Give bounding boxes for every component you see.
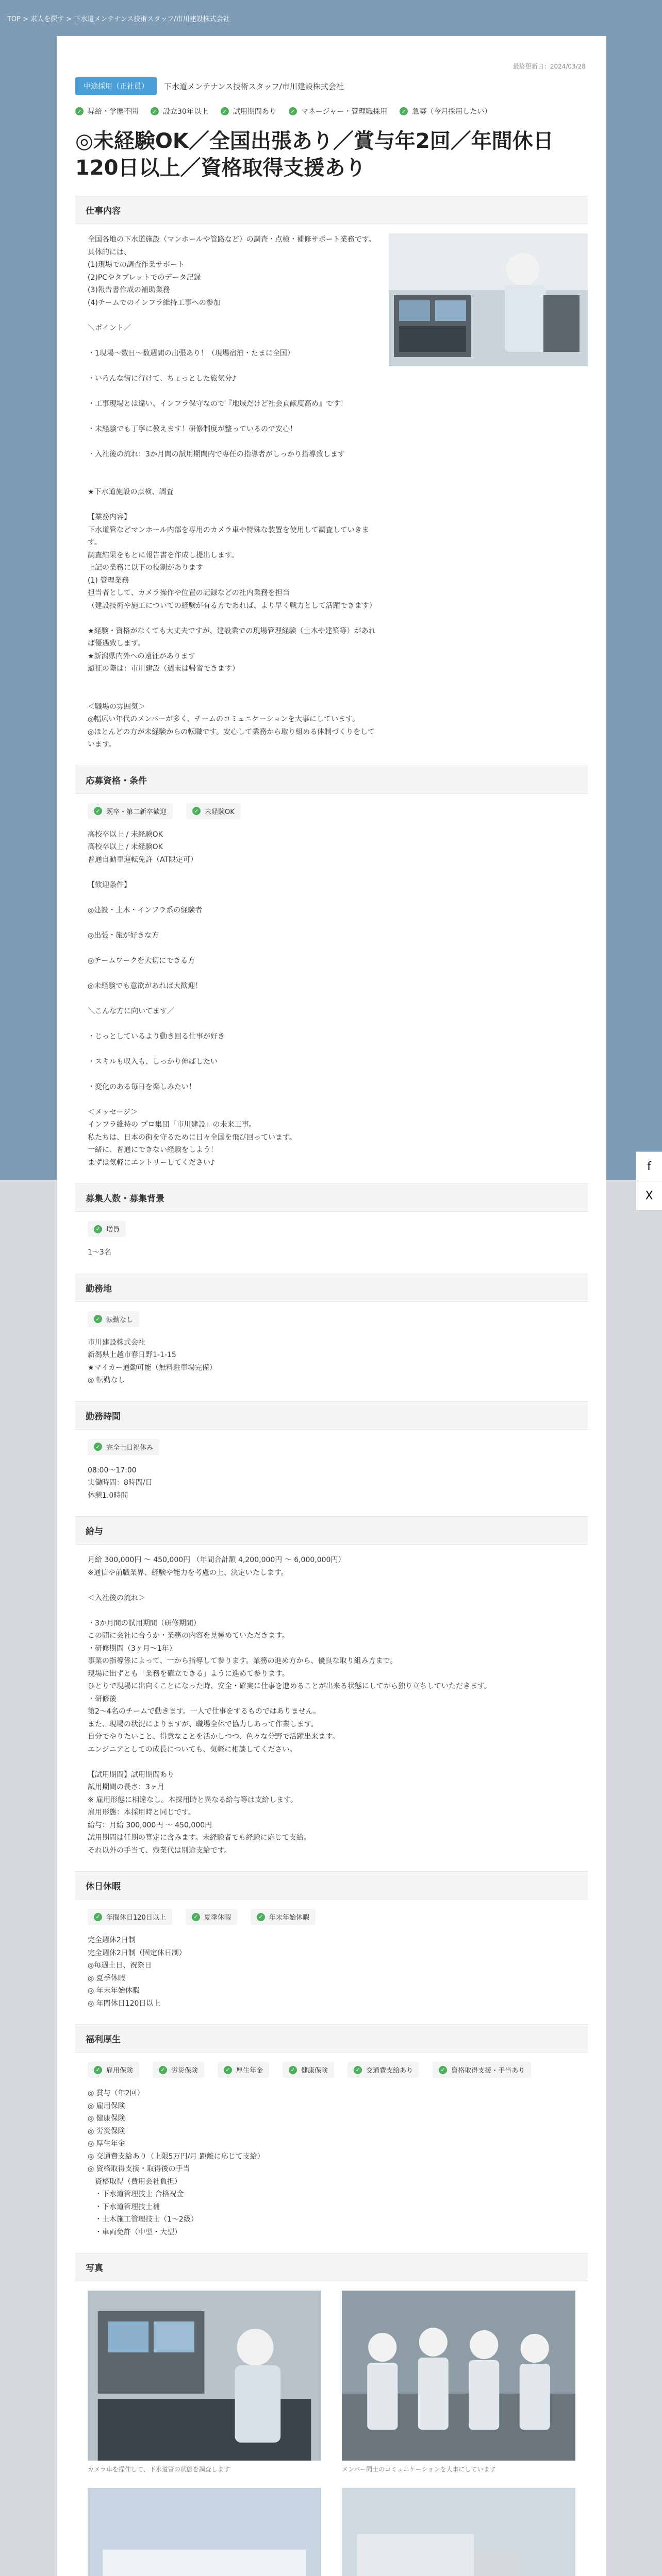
photo-item (342, 2488, 575, 2576)
job-header (57, 36, 606, 181)
photo-item (342, 2291, 575, 2473)
breadcrumb[interactable]: TOP > 求人を探す > 下水道メンテナンス技術スタッフ/市川建設株式会社 (7, 15, 230, 23)
photo[interactable] (342, 2488, 575, 2576)
section-heading-benefits: 福利厚生 (75, 2024, 588, 2053)
check-icon: ✓ (439, 2066, 447, 2074)
check-icon: ✓ (192, 807, 201, 815)
feature-item: ✓ 試用期間あり (221, 106, 276, 116)
job-detail-card (57, 36, 606, 2576)
check-icon: ✓ (224, 2066, 232, 2074)
feature-item: ✓ 昇給・学歴不問 (75, 106, 138, 116)
check-icon: ✓ (94, 807, 102, 815)
photo[interactable] (88, 2488, 321, 2576)
job-description: 全国各地の下水道施設（マンホールや管路など）の調査・点検・補修サポート業務です。 具体的には、 (1)現場での調査作業サポート (2)PCやタブレットでのデータ記録 (3)報告書作成の補助業務 (4)チームでのインフラ維持工事への参加 ＼ポイント／ ・1現場〜数日〜数週間の出張あり！（現場宿泊・たまに全国） ・いろんな街に行けて、ちょっとした旅気分♪ ・工事現場とは違い、インフラ保守なので『地域だけど社会貢献度高め』です！ ・未経験でも丁寧に教えます！研修制度が整っているので安心！ ・入社後の流れ：3か月間の試用期間内で専任の指導者がしっかり指導致します ★下水道施設の点検、調査 【業務内容】 下水道管などマンホール内部を専用のカメラ車や特殊な装置を使用して調査していきます。 調査結果をもとに報告書を作成し提出します。 上記の業務に以下の役割があります (1) 管理業務 担当者として、カメラ操作や位置の記録などの社内業務を担当 （建設技術や施工についての経験が有る方であれば、より早く戦力として活躍できます） ★経験・資格がなくても大丈夫ですが、建設業での現場管理経験（土木や建築等）があれば優遇致します。 ★新潟県内外への遠征があります 遠征の際は：市川建設（週末は帰省できます） ＜職場の雰囲気＞ ◎幅広い年代のメンバーが多く、チームのコミュニケーションを大事にしています。 ◎ほとんどの方が未経験からの転職です。安心して業務から取り組める体制づくりをしています。 (88, 235, 376, 749)
check-icon: ✓ (192, 1913, 200, 1921)
check-icon: ✓ (94, 1225, 102, 1233)
section-heading-openings: 募集人数・募集背景 (75, 1183, 588, 1212)
holiday-chip: ✓ 年末年始休暇 (251, 1909, 316, 1925)
photo-grid (75, 2291, 588, 2576)
section-heading-qualifications: 応募資格・条件 (75, 766, 588, 794)
section-heading-location: 勤務地 (75, 1274, 588, 1302)
feature-item: ✓ 設立30年以上 (151, 106, 208, 116)
qualification-chip: ✓ 未経験OK (186, 803, 241, 819)
photo-caption: カメラ車を操作して、下水道管の状態を調査します (88, 2466, 230, 2473)
check-icon: ✓ (159, 2066, 167, 2074)
benefit-chip: ✓ 健康保険 (283, 2062, 334, 2078)
employment-type-badge: 中途採用（正社員） (75, 77, 157, 95)
photo[interactable] (342, 2291, 575, 2461)
benefit-chip: ✓ 雇用保険 (88, 2062, 139, 2078)
top-bar (0, 0, 662, 36)
job-title: ◎未経験OK／全国出張あり／賞与年2回／年間休日120日以上／資格取得支援あり (75, 129, 554, 180)
qualification-chip: ✓ 既卒・第二新卒歓迎 (88, 803, 173, 819)
benefit-chip: ✓ 交通費支給あり (347, 2062, 419, 2078)
job-photo (389, 233, 588, 366)
feature-list (75, 106, 588, 116)
check-icon: ✓ (94, 1443, 102, 1451)
feature-item: ✓ マネージャー・管理職採用 (289, 106, 387, 116)
check-icon: ✓ (94, 2066, 102, 2074)
benefit-chip: ✓ 労災保険 (153, 2062, 204, 2078)
openings-chip: ✓ 増員 (88, 1221, 126, 1237)
location-chip: ✓ 転勤なし (88, 1311, 139, 1327)
share-sidebar (636, 1151, 662, 1211)
company-name: 下水道メンテナンス技術スタッフ/市川建設株式会社 (164, 81, 344, 91)
check-icon: ✓ (257, 1913, 265, 1921)
benefits-text: ◎ 賞与（年2回） ◎ 雇用保険 ◎ 健康保険 ◎ 労災保険 ◎ 厚生年金 ◎ 交通費支給あり（上限5万円/月 距離に応じて支給） ◎ 資格取得支援・取得後の手当 資格取得（費用会社負担） ・下水道管理技士 合格祝金 ・下水道管理技士補 ・土木施工管理技士（1〜2級） ・車両免許（中型・大型） (88, 2089, 264, 2236)
feature-item: ✓ 急募（今月採用したい） (400, 106, 491, 116)
updated-date: 最終更新日：2024/03/28 (512, 63, 586, 70)
x-icon[interactable]: X (645, 1189, 653, 1202)
check-icon: ✓ (94, 1315, 102, 1323)
check-icon: ✓ (289, 2066, 297, 2074)
section-heading-photos: 写真 (75, 2253, 588, 2281)
holiday-chip: ✓ 年間休日120日以上 (88, 1909, 172, 1925)
hours-text: 08:00〜17:00 実働時間：8時間/日 休憩1.0時間 (88, 1466, 153, 1500)
photo-item (88, 2488, 321, 2576)
facebook-icon[interactable]: f (636, 1152, 662, 1181)
photo-caption: メンバー同士のコミュニケーションを大事にしています (342, 2466, 496, 2473)
location-text: 市川建設株式会社 新潟県上越市春日野1-1-15 ★マイカー通勤可能（無料駐車場完備） ◎ 転勤なし (88, 1338, 217, 1384)
benefit-chip: ✓ 資格取得支援・手当あり (433, 2062, 531, 2078)
holiday-chip: ✓ 夏季休暇 (186, 1909, 237, 1925)
check-icon: ✓ (354, 2066, 362, 2074)
qualifications-text: 高校卒以上 / 未経験OK 高校卒以上 / 未経験OK 普通自動車運転免許（AT限定可） 【歓迎条件】 ◎建設・土木・インフラ系の経験者 ◎出張・旅が好きな方 ◎チームワークを大切にできる方 ◎未経験でも意欲があれば大歓迎！ ＼こんな方に向いてます／ ・じっとしているより動き回る仕事が好き ・スキルも収入も、しっかり伸ばしたい ・変化のある毎日を楽しみたい！ ＜メッセージ＞ インフラ維持の プロ集団「市川建設」の未来工事。 私たちは、日本の街を守るために日々全国を飛び回っています。 一緒に、普通にできない経験をしよう！ まずは気軽にエントリーしてください♪ (88, 830, 296, 1167)
check-icon: ✓ (221, 107, 229, 115)
photo[interactable] (88, 2291, 321, 2461)
salary-text: 月給 300,000円 〜 450,000円 （年間合計額 4,200,000円 〜 6,000,000円） ※通信や前職業界、経験や能力を考慮の上、決定いたします。 ＜入社後の流れ＞ ・3か月間の試用期間（研修期間） この間に会社に合うか・業務の内容を見極めていただきます。 ・研修期間（3ヶ月〜1年） 事業の指導係によって、一から指導して参ります。業務の進め方から、優良な取り組み方まで。 現場に出ずとも「業務を確立できる」ように進めて参ります。 ひとりで現場に出向くことになった時、安全・確実に仕事を進めることが出来る状態にしてから独り立ちしていただきます。 ・研修後 第2〜4名のチームで動きます。一人で仕事をするものではありません。 また、現場の状況によりますが、職場全体で協力しあって作業します。 自分でやりたいこと、得意なことを活かしつつ、色々な分野で活躍出来ます。 エンジニアとしての成長についても、気軽に相談してください。 【試用期間】試用期間あり 試用期間の長さ：3ヶ月 ※ 雇用形態に相違なし。本採用時と異なる給与等は支給します。 雇用形態：本採用時と同じです。 給与：月給 300,000円 〜 450,000円 試用期間は任期の算定に含みます。未経験者でも経験に応じて支給。 それ以外の手当て、残業代は別途支給です。 (88, 1556, 491, 1855)
check-icon: ✓ (151, 107, 159, 115)
check-icon: ✓ (289, 107, 297, 115)
section-heading-hours: 勤務時間 (75, 1401, 588, 1430)
check-icon: ✓ (400, 107, 408, 115)
hours-chip: ✓ 完全土日祝休み (88, 1439, 159, 1455)
check-icon: ✓ (75, 107, 84, 115)
holidays-text: 完全週休2日制 完全週休2日制（固定休日制） ◎毎週土日、祝祭日 ◎ 夏季休暇 ◎ 年末年始休暇 ◎ 年間休日120日以上 (88, 1936, 186, 2008)
openings-text: 1〜3名 (88, 1248, 111, 1257)
photo-item (88, 2291, 321, 2473)
benefit-chip: ✓ 厚生年金 (218, 2062, 269, 2078)
check-icon: ✓ (94, 1913, 102, 1921)
section-heading-job: 仕事内容 (75, 196, 588, 224)
section-heading-salary: 給与 (75, 1516, 588, 1545)
section-heading-holidays: 休日休暇 (75, 1871, 588, 1900)
